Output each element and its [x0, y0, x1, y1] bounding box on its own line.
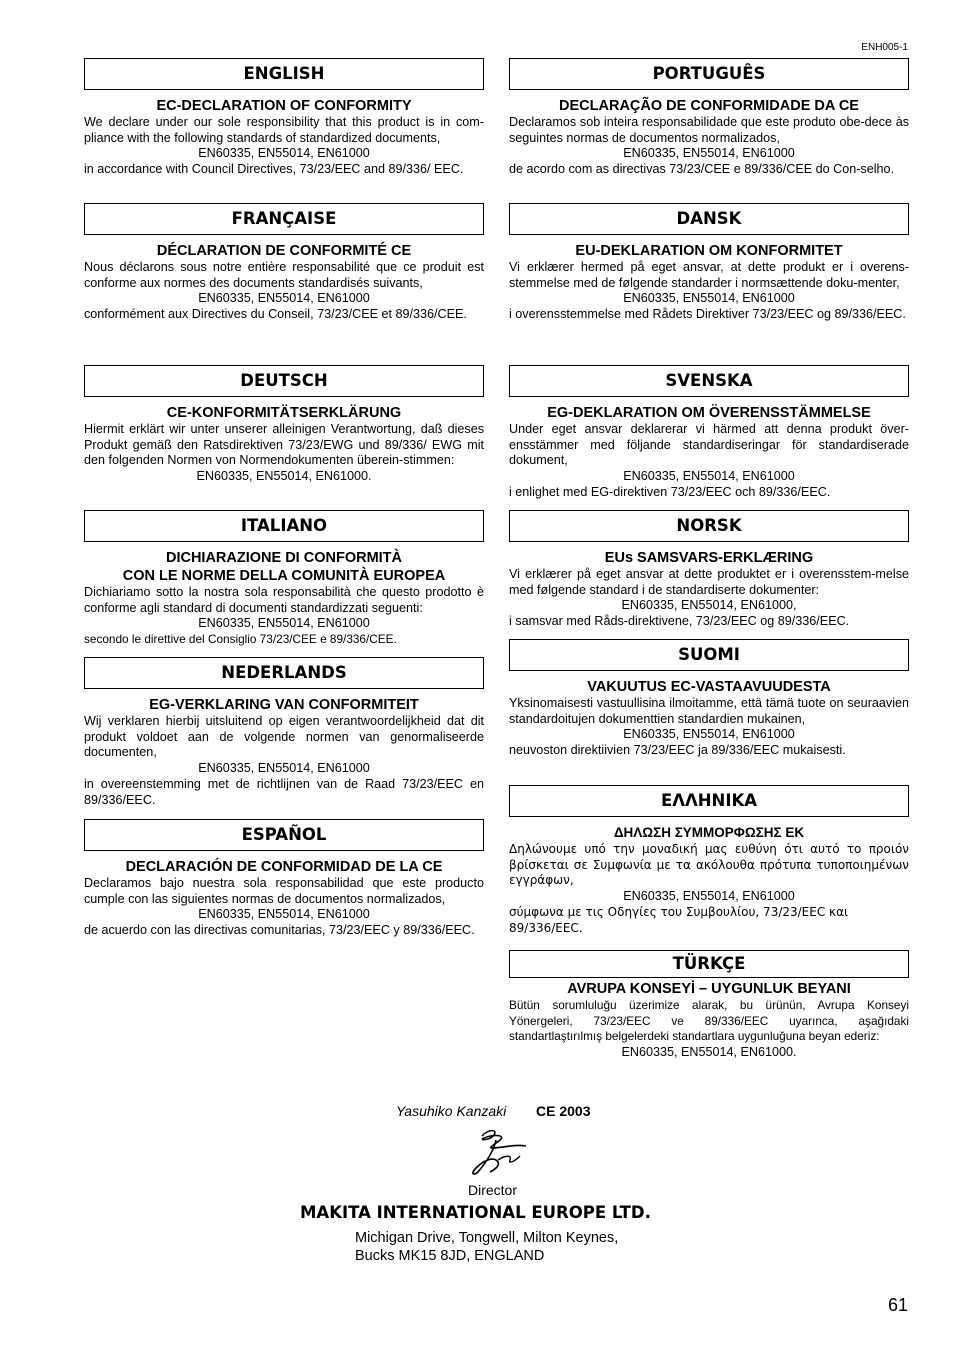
declaration-title-line2: CON LE NORME DELLA COMUNITÀ EUROPEA: [122, 568, 446, 584]
section-header: ΕΛΛΗΝΙΚΑ: [509, 785, 909, 817]
declaration-text: Wij verklaren hierbij uitsluitend op eigen verantwoordelijkheid dat dit produkt voldoet aan de volgende normen van genormaliseerde documenten,: [84, 714, 484, 760]
section-francaise: [84, 203, 484, 323]
directives-text: i overensstemmelse med Rådets Direktiver 73/23/EEC og 89/336/EEC.: [509, 307, 906, 322]
directives-text: in overeenstemming met de richtlijnen van de Raad 73/23/EEC en 89/336/EEC.: [84, 776, 484, 807]
section-header: ESPAÑOL: [84, 819, 484, 851]
section-espanol: [84, 819, 484, 939]
standards-list: EN60335, EN55014, EN61000: [198, 761, 370, 776]
standards-list: EN60335, EN55014, EN61000.: [196, 469, 372, 484]
declaration-text: Declaramos sob inteira responsabilidade que este produto obe-dece às seguintes normas de documentos normalizados,: [509, 115, 909, 145]
signatory-role: Director: [468, 1182, 518, 1198]
standards-list: EN60335, EN55014, EN61000: [198, 907, 370, 922]
declaration-title: EG-VERKLARING VAN CONFORMITEIT: [149, 697, 419, 713]
declaration-text: Δηλώνουμε υπό την μοναδική μας ευθύνη ότι αυτό το προιόν βρίσκεται σε Συμφωνία με τα ακόλουθα πρότυπα τυποποιημένων εγγράφων,: [509, 842, 909, 888]
directives-text: in accordance with Council Directives, 73/23/EEC and 89/336/ EEC.: [84, 162, 464, 177]
section-nederlands: [84, 657, 484, 808]
directives-text: secondo le direttive del Consiglio 73/23/CEE e 89/336/CEE.: [84, 632, 397, 647]
declaration-text: Under eget ansvar deklarerar vi härmed att denna produkt över-ensstämmer med följande standardiseringar för standardiserade dokument,: [509, 422, 909, 468]
section-header: TÜRKÇE: [509, 950, 909, 978]
page-number: 61: [887, 1295, 908, 1315]
section-header: DEUTSCH: [84, 365, 484, 397]
section-header: PORTUGUÊS: [509, 58, 909, 90]
standards-list: EN60335, EN55014, EN61000: [623, 469, 795, 484]
standards-list: EN60335, EN55014, EN61000: [623, 889, 795, 904]
signatory-name: Yasuhiko Kanzaki: [396, 1103, 507, 1119]
ce-marking-year: CE 2003: [536, 1103, 591, 1119]
section-ellhnika: [509, 785, 909, 936]
section-dansk: [509, 203, 909, 323]
section-header: DANSK: [509, 203, 909, 235]
declaration-title: EU-DEKLARATION OM KONFORMITET: [575, 243, 843, 259]
declaration-title: DÉCLARATION DE CONFORMITÉ CE: [156, 243, 412, 259]
declaration-title: DICHIARAZIONE DI CONFORMITÀ: [165, 550, 402, 566]
directives-text: de acordo com as directivas 73/23/CEE e 89/336/CEE do Con-selho.: [509, 162, 895, 177]
declaration-title: CE-KONFORMITÄTSERKLÄRUNG: [166, 405, 402, 421]
declaration-text: Hiermit erklärt wir unter unserer alleinigen Verantwortung, daß dieses Produkt gemäß den Ratsdirektiven 73/23/EWG und 89/336/ EWG mit den folgenden Normen von Normendokumenten überein-stimmen:: [84, 422, 484, 468]
directives-text: i samsvar med Råds-direktivene, 73/23/EEC og 89/336/EEC.: [509, 614, 850, 629]
section-header: SUOMI: [509, 639, 909, 671]
standards-list: EN60335, EN55014, EN61000: [198, 291, 370, 306]
section-header: ENGLISH: [84, 58, 484, 90]
section-header: NORSK: [509, 510, 909, 542]
section-suomi: [509, 639, 909, 759]
section-turkce: [509, 950, 909, 1061]
standards-list: EN60335, EN55014, EN61000: [198, 146, 370, 161]
declaration-title: VAKUUTUS EC-VASTAAVUUDESTA: [587, 679, 831, 695]
directives-text: i enlighet med EG-direktiven 73/23/EEC och 89/336/EEC.: [509, 484, 831, 499]
section-header: SVENSKA: [509, 365, 909, 397]
directives-text: de acuerdo con las directivas comunitarias, 73/23/EEC y 89/336/EEC.: [84, 923, 475, 938]
declaration-title: AVRUPA KONSEYİ – UYGUNLUK BEYANI: [567, 981, 851, 997]
section-english: [84, 58, 484, 178]
declaration-text: Yksinomaisesti vastuullisina ilmoitamme, että tämä tuote on seuraavien standardoitujen dokumenttien standardien mukainen,: [509, 696, 909, 726]
declaration-text: We declare under our sole responsibility that this product is in com-pliance with the following standards of standardized documents,: [84, 115, 484, 145]
declaration-title: ΔΗΛΩΣΗ ΣΥΜΜΟΡΦΩΣΗΣ ΕΚ: [613, 825, 805, 840]
company-address-line2: Bucks MK15 8JD, ENGLAND: [355, 1248, 545, 1264]
section-header: NEDERLANDS: [84, 657, 484, 689]
declaration-title: DECLARAÇÃO DE CONFORMIDADE DA CE: [559, 98, 859, 114]
standards-list: EN60335, EN55014, EN61000: [623, 146, 795, 161]
document-reference: ENH005-1: [861, 42, 908, 53]
directives-text: σύμφωνα με τις Οδηγίες του Συμβουλίου, 73/23/EEC και 89/336/EEC.: [509, 904, 849, 935]
section-norsk: [509, 510, 909, 630]
declaration-text: Bütün sorumluluğu üzerimize alarak, bu ürünün, Avrupa Konseyi Yönergeleri, 73/23/EEC ve 89/336/EEC uyarınca, aşağıdaki standartlaştırılmış belgelerdeki standartlara uygunluğuna beyan ederiz:: [509, 998, 909, 1044]
company-address-line1: Michigan Drive, Tongwell, Milton Keynes,: [355, 1230, 619, 1246]
section-header: FRANÇAISE: [84, 203, 484, 235]
declaration-title: EUs SAMSVARS-ERKLÆRING: [604, 550, 814, 566]
declaration-title: DECLARACIÓN DE CONFORMIDAD DE LA CE: [125, 859, 443, 875]
declaration-title: EC-DECLARATION OF CONFORMITY: [156, 98, 412, 114]
declaration-text: Vi erklærer hermed på eget ansvar, at dette produkt er i overens-stemmelse med de følgende standarder i normsættende doku-menter,: [509, 260, 909, 290]
standards-list: EN60335, EN55014, EN61000: [623, 291, 795, 306]
company-name: MAKITA INTERNATIONAL EUROPE LTD.: [300, 1203, 651, 1222]
declaration-text: Nous déclarons sous notre entière responsabilité que ce produit est conforme aux normes des documents standardisés suivants,: [84, 260, 484, 290]
section-svenska: [509, 365, 909, 501]
handwritten-signature: [464, 1126, 534, 1178]
declaration-title: EG-DEKLARATION OM ÖVERENSSTÄMMELSE: [547, 405, 871, 421]
standards-list: EN60335, EN55014, EN61000: [198, 616, 370, 631]
section-italiano: [84, 510, 484, 648]
section-header: ITALIANO: [84, 510, 484, 542]
declaration-text: Vi erklærer på eget ansvar at dette produktet er i overensstem-melse med følgende standard i de standardiserte dokumenter:: [509, 567, 909, 597]
directives-text: neuvoston direktiivien 73/23/EEC ja 89/336/EEC mukaisesti.: [509, 743, 846, 758]
declaration-text: Dichiariamo sotto la nostra sola responsabilità che questo prodotto è conforme agli standard di documenti standardizzati seguenti:: [84, 585, 484, 615]
section-portugues: [509, 58, 909, 178]
section-deutsch: [84, 365, 484, 485]
standards-list: EN60335, EN55014, EN61000,: [621, 598, 797, 613]
standards-list: EN60335, EN55014, EN61000: [623, 727, 795, 742]
standards-list: EN60335, EN55014, EN61000.: [621, 1045, 797, 1060]
declaration-text: Declaramos bajo nuestra sola responsabilidad que este producto cumple con las siguientes normas de documentos normalizados,: [84, 876, 484, 906]
directives-text: conformément aux Directives du Conseil, 73/23/CEE et 89/336/CEE.: [84, 307, 467, 322]
